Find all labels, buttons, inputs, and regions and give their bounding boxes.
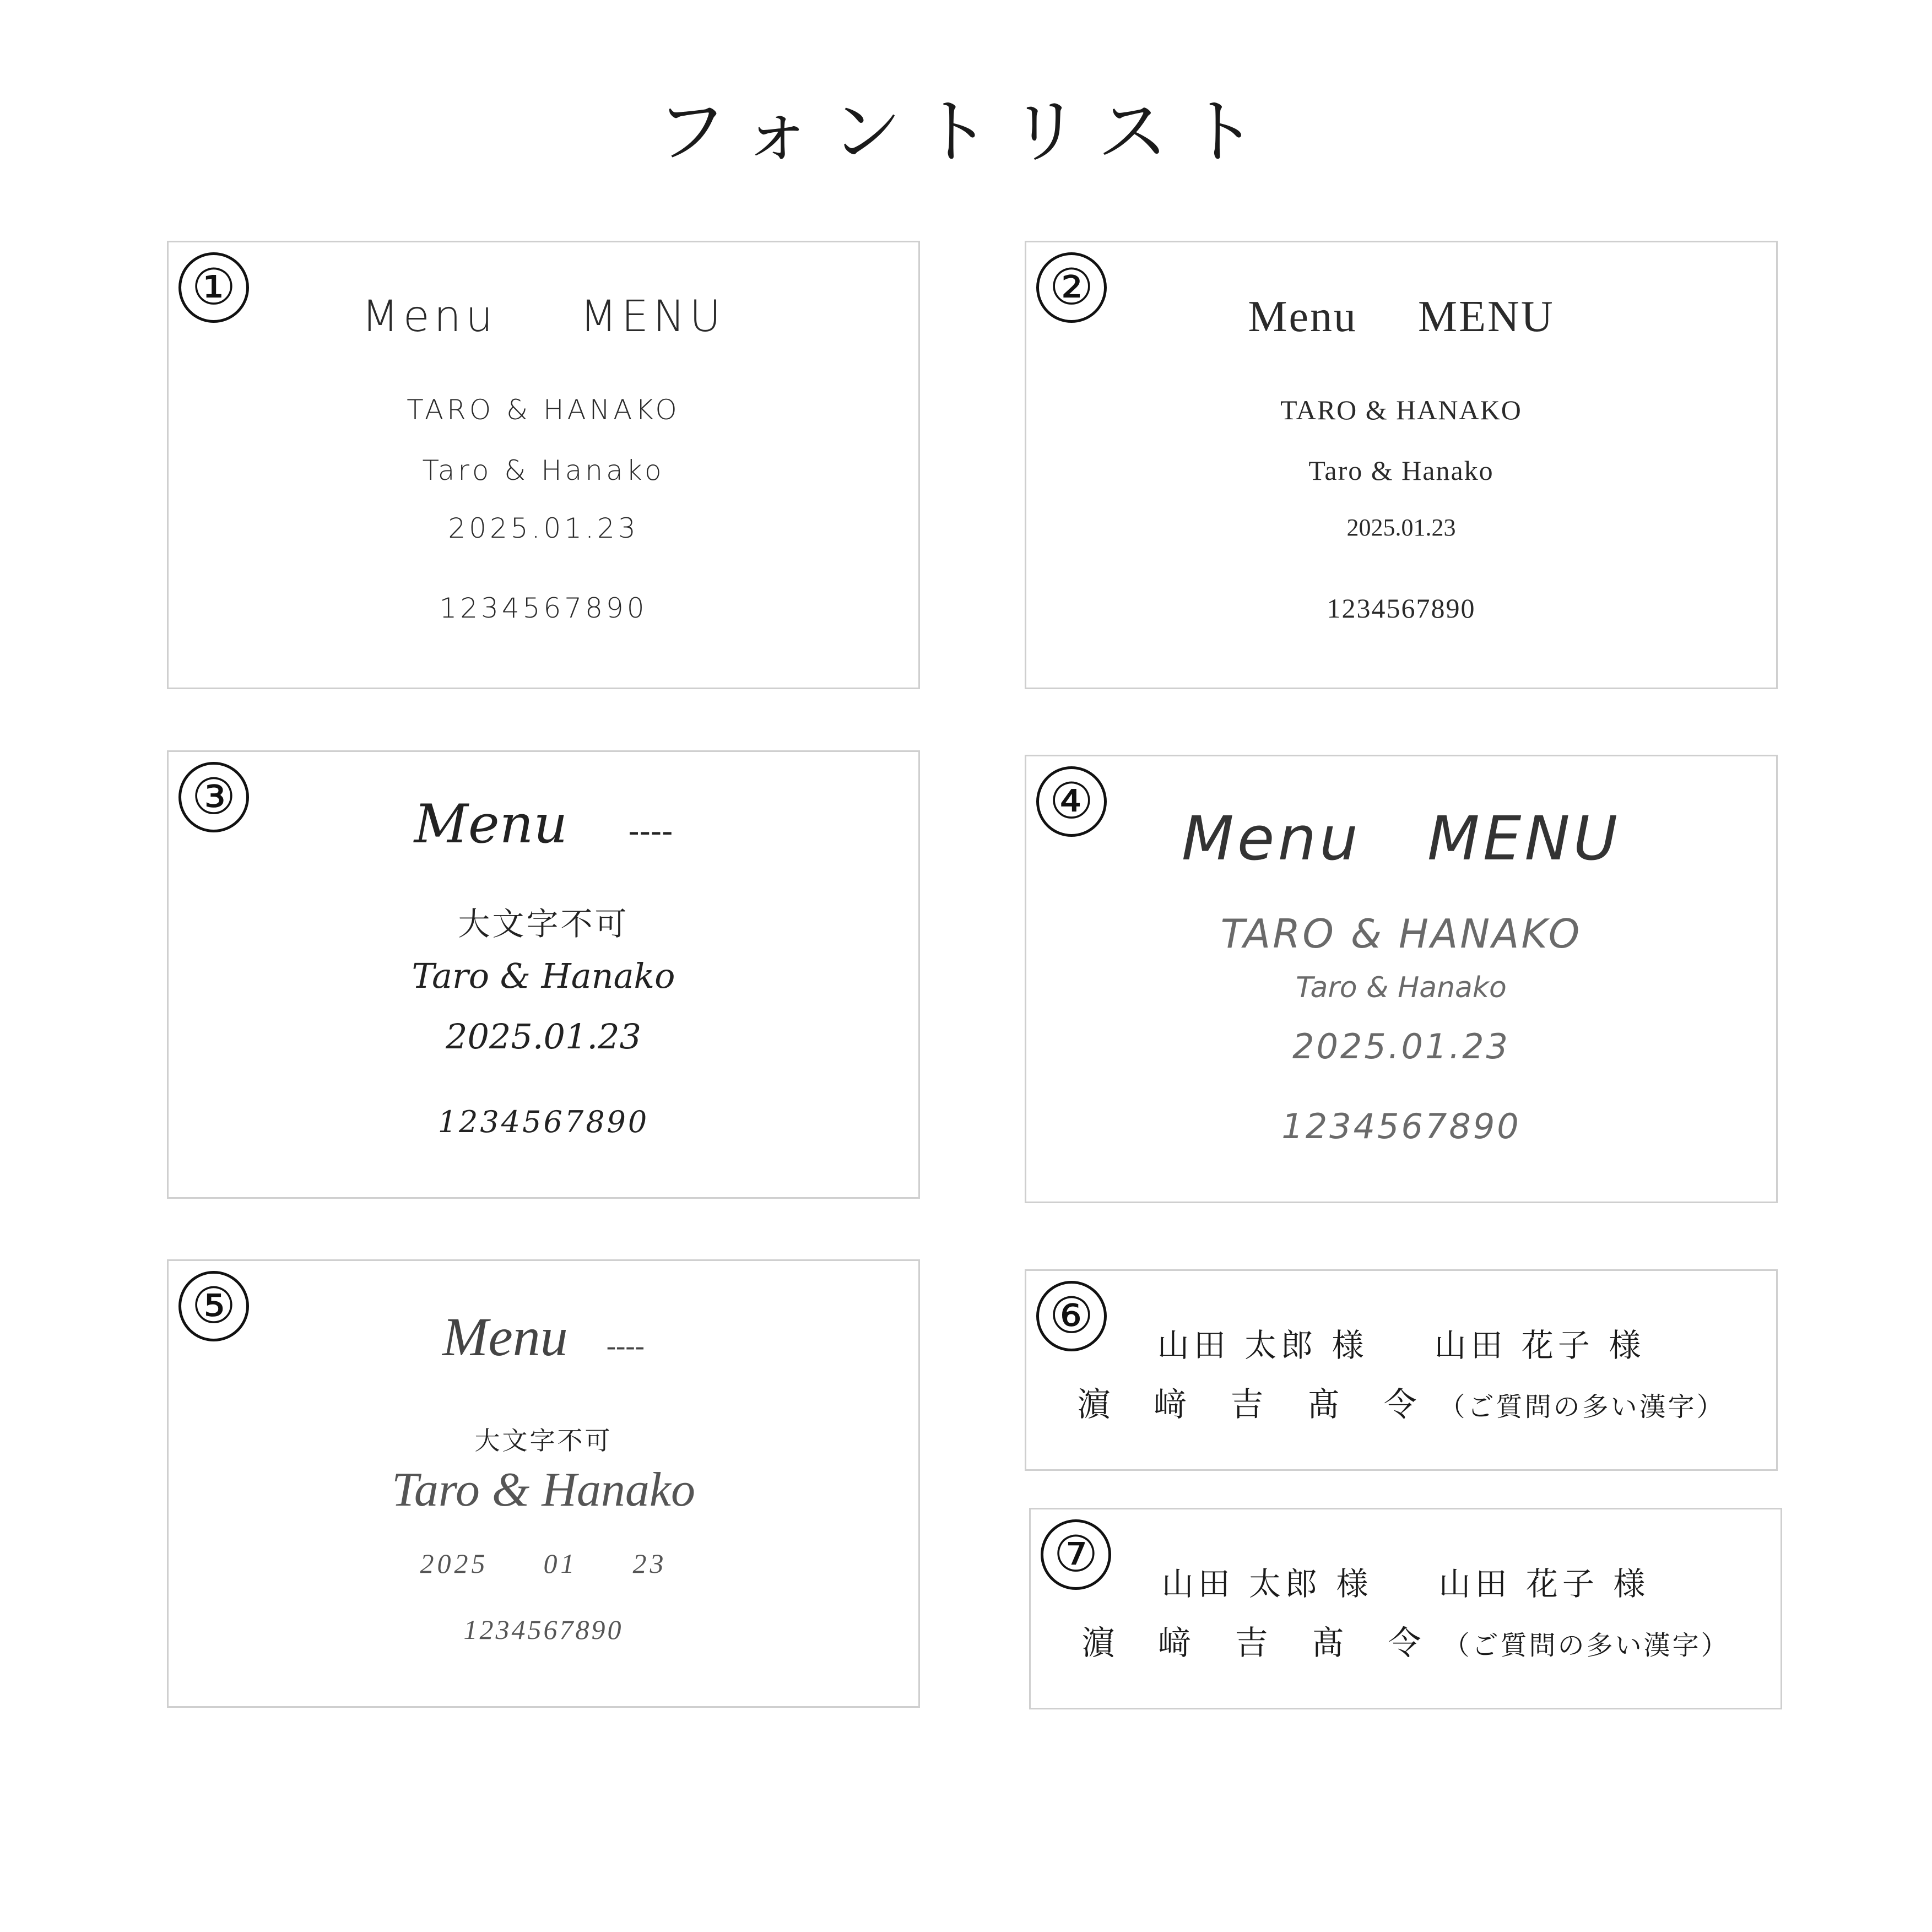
font-card-2 [1025, 241, 1778, 689]
sample-guest-names [1031, 1558, 1781, 1604]
card-number-badge: ⑥ [1036, 1281, 1107, 1351]
sample-title-right: MENU [1427, 803, 1621, 874]
sample-digits: 1234567890 [1281, 1106, 1521, 1146]
sample-title-left: Menu [414, 793, 568, 855]
sample-uppercase-names: TARO & HANAKO [407, 394, 680, 426]
sample-title-right: ---- [606, 1330, 645, 1362]
special-kanji: 濵 﨑 吉 髙 令 [1077, 1386, 1433, 1424]
sample-names: Taro & Hanako [412, 956, 675, 996]
card-number-badge: ⑦ [1041, 1519, 1111, 1590]
sample-date: 2025.01.23 [1346, 514, 1456, 541]
sample-title [169, 793, 918, 855]
sample-date-month: 01 [543, 1548, 578, 1579]
card-number-badge: ② [1036, 252, 1107, 323]
card-number-badge: ④ [1036, 766, 1107, 837]
sample-date: 2025.01.23 [448, 512, 639, 544]
sample-digits: 1234567890 [463, 1614, 624, 1645]
sample-uppercase-names: TARO & HANAKO [1220, 911, 1582, 957]
sample-date: 2025.01.23 [446, 1016, 641, 1057]
sample-names: Taro & Hanako [392, 1463, 695, 1517]
sample-names: Taro & Hanako [422, 454, 665, 486]
sample-guest-names [1026, 1319, 1776, 1366]
special-kanji-note: （ご質問の多い漢字） [1443, 1630, 1730, 1661]
card-number-badge: ⑤ [178, 1271, 249, 1341]
font-card-5 [167, 1259, 920, 1708]
page-title: フォントリスト [656, 91, 1276, 173]
uppercase-not-allowed-note: 大文字不可 [474, 1426, 613, 1455]
sample-title-right: MENU [580, 292, 726, 342]
sample-title-left: Menu [361, 292, 497, 342]
font-card-4 [1025, 755, 1778, 1203]
font-card-1 [167, 241, 920, 689]
guest-name-2: 山田 花子 様 [1434, 1327, 1646, 1364]
sample-date [169, 1547, 918, 1579]
sample-title-left: Menu [1248, 293, 1358, 341]
font-card-6 [1025, 1269, 1778, 1471]
sample-title-right: ---- [628, 812, 673, 851]
sample-digits: 1234567890 [437, 1105, 650, 1139]
sample-uppercase-names: TARO & HANAKO [1280, 394, 1522, 425]
special-kanji: 濵 﨑 吉 髙 令 [1081, 1624, 1438, 1663]
card-number-badge: ③ [178, 762, 249, 832]
sample-kanji [1026, 1378, 1776, 1426]
uppercase-not-allowed-note: 大文字不可 [458, 905, 629, 943]
sample-digits: 1234567890 [439, 592, 648, 624]
card-number-badge: ① [178, 252, 249, 323]
sample-digits: 1234567890 [1327, 593, 1476, 624]
sample-date: 2025.01.23 [1292, 1026, 1510, 1067]
font-card-3 [167, 750, 920, 1199]
sample-title-left: Menu [1181, 803, 1361, 874]
guest-name-2: 山田 花子 様 [1438, 1565, 1650, 1603]
special-kanji-note: （ご質問の多い漢字） [1438, 1392, 1725, 1422]
font-card-7 [1029, 1508, 1782, 1709]
sample-title [169, 1305, 918, 1368]
sample-title-left: Menu [442, 1306, 568, 1367]
sample-names: Taro & Hanako [1308, 455, 1494, 486]
sample-title [169, 292, 918, 342]
sample-title-right: MENU [1418, 293, 1555, 341]
sample-kanji [1031, 1617, 1781, 1664]
sample-title [1026, 292, 1776, 342]
sample-title [1026, 803, 1776, 874]
sample-date-year: 2025 [420, 1548, 489, 1579]
guest-name-1: 山田 太郎 様 [1157, 1327, 1368, 1364]
guest-name-1: 山田 太郎 様 [1161, 1565, 1373, 1603]
sample-names: Taro & Hanako [1296, 971, 1507, 1004]
sample-date-day: 23 [632, 1548, 667, 1579]
